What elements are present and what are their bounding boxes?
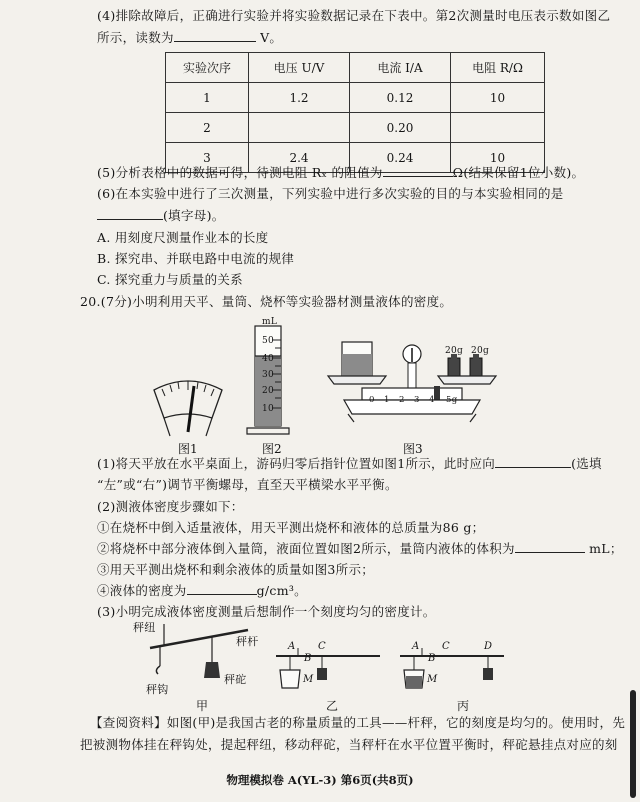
q20-step2: ②将烧杯中部分液体倒入量筒，液面位置如图2所示，量筒内液体的体积为 mL；	[97, 541, 623, 556]
table-cell: 0.24	[350, 143, 451, 173]
option-a: A. 用刻度尺测量作业本的长度	[97, 230, 269, 245]
q20-step3: ③用天平测出烧杯和剩余液体的质量如图3所示；	[97, 562, 375, 577]
steelyard-label-weight: 秤砣	[224, 673, 247, 686]
scale-tick: 1	[384, 395, 390, 405]
steelyard-label-knob: 秤纽	[133, 621, 156, 634]
page-footer: 物理模拟卷 A(YL-3) 第6页(共8页)	[226, 773, 414, 787]
table-header: 实验次序	[166, 53, 249, 83]
point-label: C	[318, 641, 326, 652]
table-cell: 0.20	[350, 113, 451, 143]
scale-tick: 5g	[446, 395, 458, 405]
q20-step4: ④液体的密度为 g/cm³。	[97, 583, 307, 598]
table-header-row	[166, 53, 545, 83]
cylinder-unit: mL	[262, 317, 278, 327]
q19-part5: (5)分析表格中的数据可得，待测电阻 Rₓ 的阻值为 Ω(结果保留1位小数)。	[97, 165, 585, 180]
cylinder-tick: 30	[262, 370, 275, 380]
point-label: B	[428, 653, 436, 664]
answer-blank[interactable]	[97, 208, 163, 220]
table-header: 电流 I/A	[350, 53, 451, 83]
point-label: C	[442, 641, 450, 652]
weight-label: 20g	[445, 346, 464, 356]
point-label: A	[288, 641, 296, 652]
point-label: D	[484, 641, 493, 652]
table-cell: 2	[166, 113, 249, 143]
scale-tick: 3	[414, 395, 420, 405]
weight-label: 20g	[471, 346, 490, 356]
table-header: 电压 U/V	[249, 53, 350, 83]
balance-pointer-figure	[148, 374, 228, 440]
point-label: A	[412, 641, 420, 652]
cylinder-tick: 20	[262, 386, 275, 396]
figure-jia-label: 甲	[196, 699, 209, 713]
cylinder-tick: 50	[262, 336, 275, 346]
steelyard-label-hook: 秤钩	[146, 683, 169, 696]
scale-tick: 2	[399, 395, 405, 405]
option-b: B. 探究串、并联电路中电流的规律	[97, 251, 295, 266]
reference-line1: 【查阅资料】如图(甲)是我国古老的称量质量的工具——杆秤，它的刻度是均匀的。使用时，先	[90, 715, 626, 730]
answer-blank[interactable]	[515, 541, 585, 553]
figure-yi-label: 乙	[326, 699, 339, 713]
q20-part1-line1: (1)将天平放在水平桌面上，游码归零后指针位置如图1所示，此时应向 (选填	[97, 456, 602, 471]
q19-part4-line1: (4)排除故障后，正确进行实验并将实验数据记录在下表中。第2次测量时电压表示数如图乙	[97, 8, 611, 23]
reference-line2: 把被测物体挂在秤钩处，提起秤纽，移动秤砣，当秤杆在水平位置平衡时，秤砣悬挂点对应的刻	[80, 737, 618, 752]
table-cell: 2.4	[249, 143, 350, 173]
table-row	[166, 83, 545, 113]
table-cell: 10	[451, 143, 545, 173]
q20-step1: ①在烧杯中倒入适量液体，用天平测出烧杯和液体的总质量为86 g；	[97, 520, 485, 535]
steelyard-label-rod: 秤杆	[236, 635, 259, 648]
figure-2-label: 图2	[262, 442, 282, 456]
figure-1-label: 图1	[178, 442, 198, 456]
q19-part6-line1: (6)在本实验中进行了三次测量，下列实验中进行多次实验的目的与本实验相同的是	[97, 186, 564, 201]
answer-blank[interactable]	[187, 583, 257, 595]
answer-blank[interactable]	[495, 456, 571, 468]
cylinder-tick: 40	[262, 354, 275, 364]
steelyard-bing-figure	[400, 648, 510, 698]
table-cell: 3	[166, 143, 249, 173]
option-c: C. 探究重力与质量的关系	[97, 272, 243, 287]
point-label: M	[427, 674, 438, 685]
table-row	[166, 113, 545, 143]
q20-part1-line2: “左”或“右”)调节平衡螺母，直至天平横梁水平平衡。	[97, 477, 398, 492]
answer-blank[interactable]	[383, 165, 453, 177]
cylinder-tick: 10	[262, 404, 275, 414]
q20-part2: (2)测液体密度步骤如下：	[97, 499, 244, 514]
steelyard-yi-figure	[276, 648, 386, 698]
scrollbar[interactable]	[630, 690, 636, 798]
table-cell	[249, 113, 350, 143]
table-cell	[451, 113, 545, 143]
point-label: M	[303, 674, 314, 685]
table-header: 电阻 R/Ω	[451, 53, 545, 83]
table-cell: 0.12	[350, 83, 451, 113]
table-cell: 1.2	[249, 83, 350, 113]
table-cell: 1	[166, 83, 249, 113]
figure-3-label: 图3	[403, 442, 423, 456]
point-label: B	[304, 653, 312, 664]
q19-part6-line2: (填字母)。	[97, 208, 225, 224]
table-cell: 10	[451, 83, 545, 113]
figure-bing-label: 丙	[457, 699, 470, 713]
scale-tick: 4	[429, 395, 435, 405]
scale-tick: 0	[369, 395, 375, 405]
q20-part3: (3)小明完成液体密度测量后想制作一个刻度均匀的密度计。	[97, 604, 436, 619]
data-table	[165, 52, 545, 173]
answer-blank[interactable]	[174, 30, 256, 42]
q20-intro: 20.(7分)小明利用天平、量筒、烧杯等实验器材测量液体的密度。	[80, 294, 453, 309]
q19-part4-line2: 所示，读数为 V。	[97, 30, 283, 45]
